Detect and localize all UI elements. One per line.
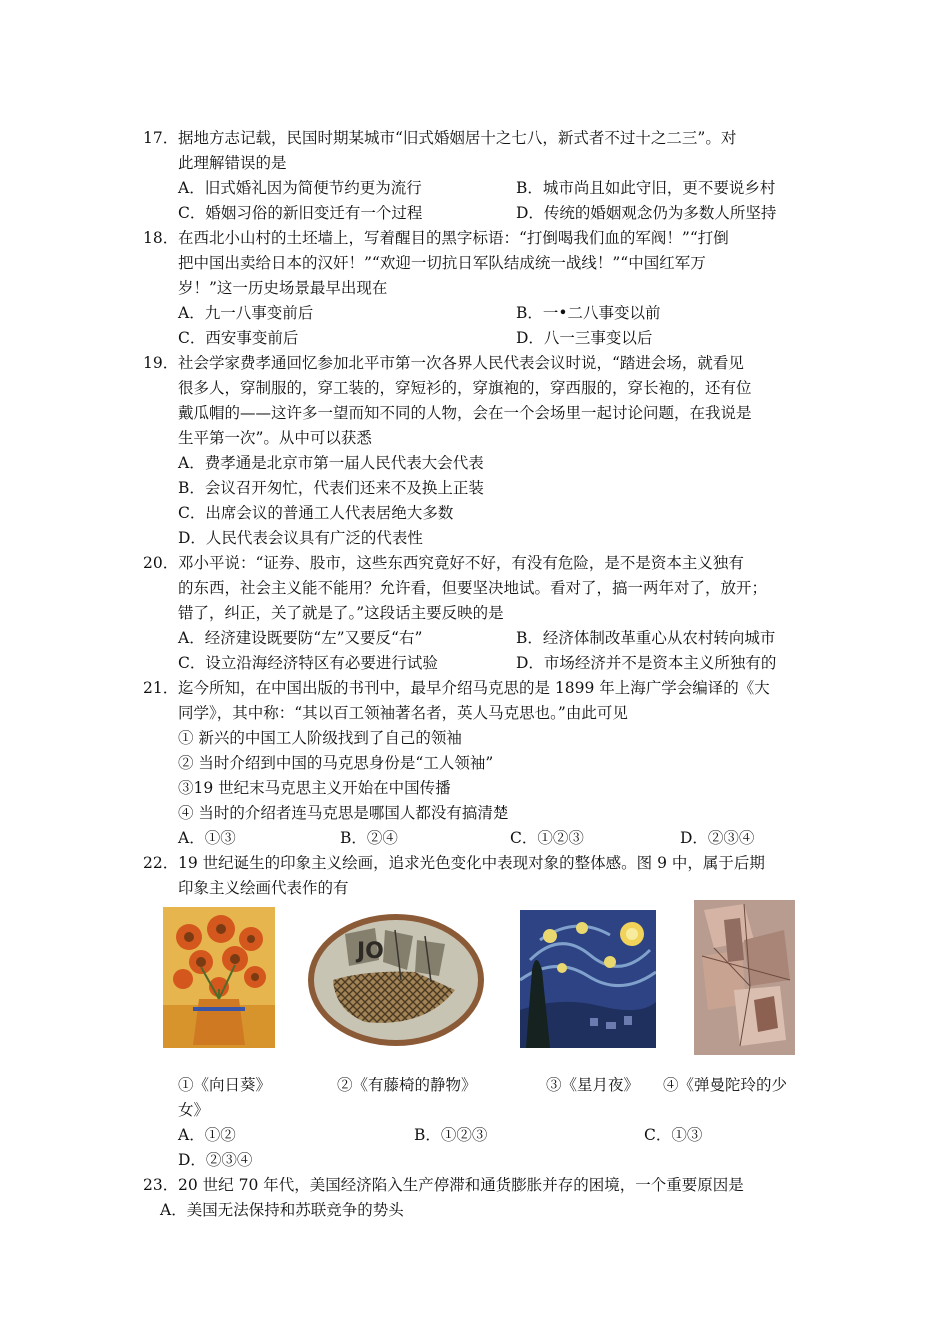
option-b: B．经济体制改革重心从农村转向城市 (516, 629, 776, 647)
option-a: A．费孝通是北京市第一届人民代表大会代表 (178, 454, 484, 472)
caption-girl-with-mandolin: ④《弹曼陀玲的少 (663, 1076, 788, 1094)
question-stem-line: 错了，纠正，关了就是了。”这段话主要反映的是 (178, 604, 504, 622)
question-stem-line: 岁！”这一历史场景最早出现在 (178, 279, 388, 297)
question-stem-line: 19 世纪诞生的印象主义绘画，追求光色变化中表现对象的整体感。图 9 中，属于后期 (178, 854, 765, 872)
option-d: D．市场经济并不是资本主义所独有的 (516, 654, 777, 672)
option-c: C．婚姻习俗的新旧变迁有一个过程 (178, 204, 423, 222)
option-a: A．经济建设既要防“左”又要反“右” (178, 629, 423, 647)
statement-item: ① 新兴的中国工人阶级找到了自己的领袖 (178, 729, 462, 747)
option-d: D．八一三事变以后 (516, 329, 653, 347)
option-c: C．出席会议的普通工人代表居绝大多数 (178, 504, 454, 522)
option-d: D．②③④ (178, 1151, 253, 1169)
caption-still-life: ②《有藤椅的静物》 (337, 1076, 477, 1094)
option-a: A．①② (178, 1126, 236, 1144)
question-stem-line: 据地方志记载，民国时期某城市“旧式婚姻居十之七八，新式者不过十之二三”。对 (178, 129, 737, 147)
question-number: 21． (143, 679, 179, 697)
question-stem-line: 很多人，穿制服的，穿工装的，穿短衫的，穿旗袍的，穿西服的，穿长袍的，还有位 (178, 379, 752, 397)
option-d: D．传统的婚姻观念仍为多数人所坚持 (516, 204, 777, 222)
question-number: 17． (143, 129, 179, 147)
question-stem-line: 迄今所知，在中国出版的书刊中，最早介绍马克思的是 1899 年上海广学会编译的《大 (178, 679, 770, 697)
still-life-chair-caning-painting (305, 910, 487, 1050)
option-d: D．人民代表会议具有广泛的代表性 (178, 529, 423, 547)
caption-sunflowers: ①《向日葵》 (178, 1076, 272, 1094)
question-stem-line: 在西北小山村的土坯墙上，写着醒目的黑字标语：“打倒喝我们血的军阀！”“打倒 (178, 229, 729, 247)
question-stem-line: 戴瓜帽的——这许多一望而知不同的人物，会在一个会场里一起讨论问题，在我说是 (178, 404, 752, 422)
statement-item: ④ 当时的介绍者连马克思是哪国人都没有搞清楚 (178, 804, 509, 822)
statement-item: ② 当时介绍到中国的马克思身份是“工人领袖” (178, 754, 494, 772)
option-b: B．会议召开匆忙，代表们还来不及换上正装 (178, 479, 484, 497)
option-b: B．②④ (340, 829, 398, 847)
caption-girl-with-mandolin-cont: 女》 (178, 1101, 210, 1119)
option-b: B．①②③ (414, 1126, 488, 1144)
caption-starry-night: ③《星月夜》 (546, 1076, 640, 1094)
question-stem-line: 同学》，其中称：“其以百工领袖著名者，英人马克思也。”由此可见 (178, 704, 628, 722)
option-a: A．美国无法保持和苏联竞争的势头 (160, 1201, 404, 1219)
option-c: C．西安事变前后 (178, 329, 299, 347)
question-stem-line: 把中国出卖给日本的汉奸！”“欢迎一切抗日军队结成统一战线！”“中国红军万 (178, 254, 706, 272)
question-stem-line: 印象主义绘画代表作的有 (178, 879, 349, 897)
option-b: B．城市尚且如此守旧，更不要说乡村 (516, 179, 776, 197)
starry-night-painting (520, 910, 656, 1048)
question-stem-line: 邓小平说：“证券、股市，这些东西究竟好不好，有没有危险，是不是资本主义独有 (178, 554, 744, 572)
question-number: 23． (143, 1176, 179, 1194)
question-number: 19． (143, 354, 179, 372)
option-b: B．一•二八事变以前 (516, 304, 661, 322)
svg-text:JO: JO (357, 939, 384, 964)
question-number: 18． (143, 229, 179, 247)
girl-with-mandolin-painting (694, 900, 795, 1055)
question-number: 22． (143, 854, 179, 872)
sunflowers-painting (163, 907, 275, 1048)
question-stem-line: 的东西，社会主义能不能用？允许看，但要坚决地试。看对了，搞一两年对了，放开； (178, 579, 768, 597)
option-c: C．①②③ (510, 829, 584, 847)
option-a: A．①③ (178, 829, 236, 847)
option-a: A．旧式婚礼因为简便节约更为流行 (178, 179, 422, 197)
option-a: A．九一八事变前后 (178, 304, 314, 322)
statement-item: ③19 世纪末马克思主义开始在中国传播 (178, 779, 451, 797)
option-c: C．①③ (644, 1126, 703, 1144)
option-d: D．②③④ (680, 829, 755, 847)
question-stem-line: 生平第一次”。从中可以获悉 (178, 429, 372, 447)
question-stem-line: 20 世纪 70 年代，美国经济陷入生产停滞和通货膨胀并存的困境，一个重要原因是 (178, 1176, 744, 1194)
option-c: C．设立沿海经济特区有必要进行试验 (178, 654, 438, 672)
question-stem-line: 社会学家费孝通回忆参加北平市第一次各界人民代表会议时说，“踏进会场，就看见 (178, 354, 744, 372)
question-number: 20． (143, 554, 179, 572)
question-stem-line: 此理解错误的是 (178, 154, 287, 172)
